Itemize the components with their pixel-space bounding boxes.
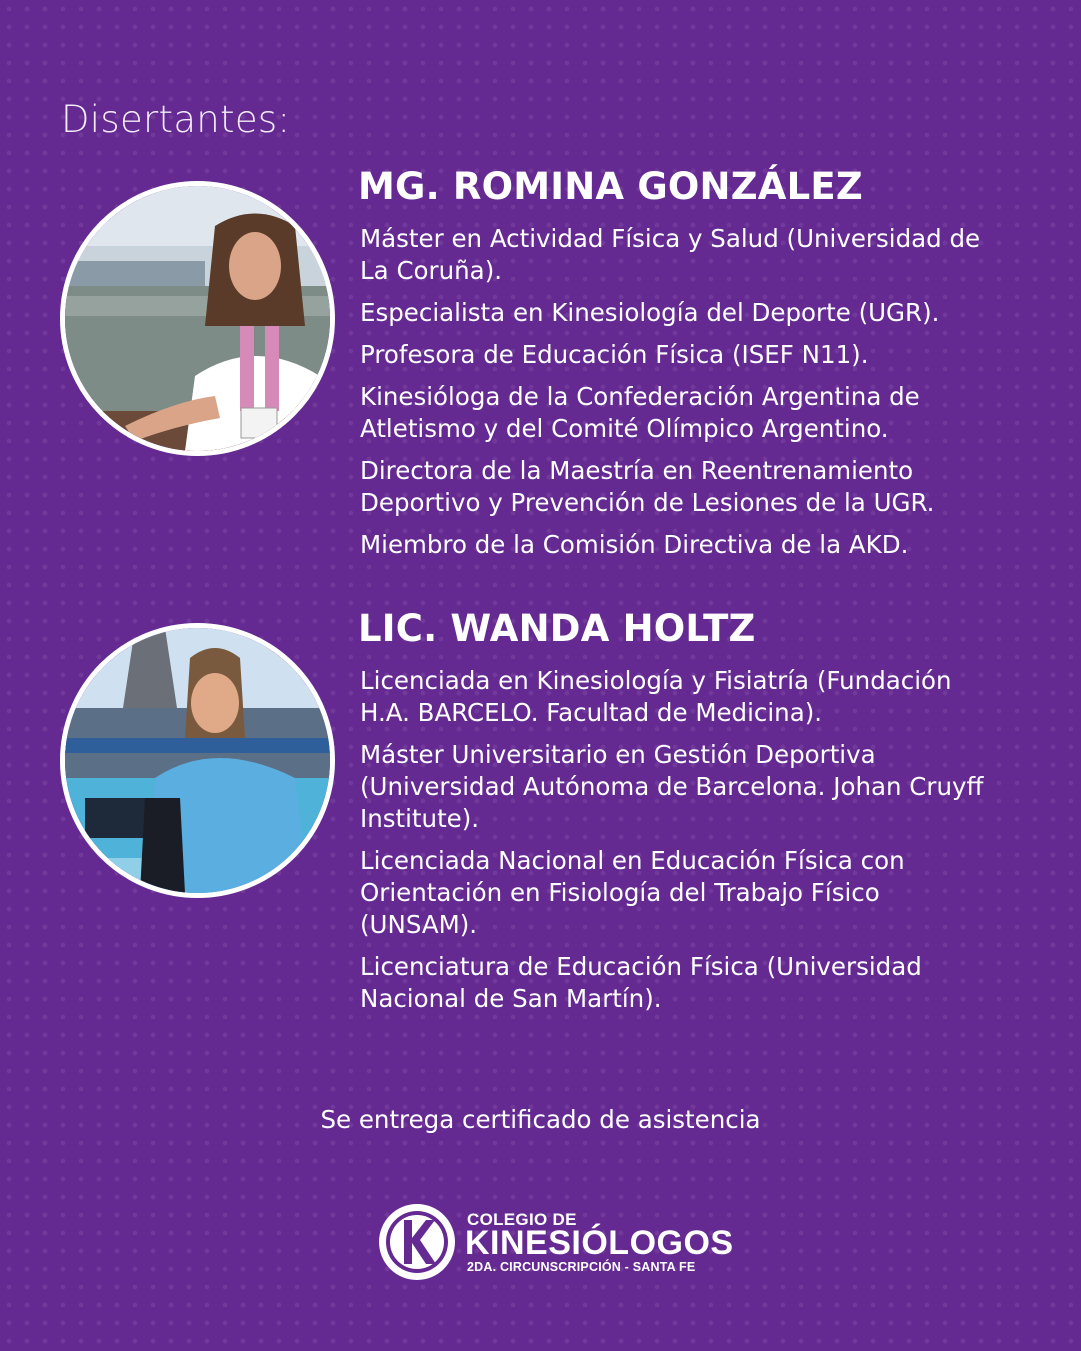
speaker-bio-gonzalez [360,223,1000,571]
speaker-name-gonzalez: MG. ROMINA GONZÁLEZ [358,165,863,208]
k-emblem-icon [377,1202,457,1282]
logo-text-top: COLEGIO DE [467,1210,577,1229]
logo-text-main: KINESIÓLOGOS [465,1224,734,1262]
speaker-photo-gonzalez [60,181,335,456]
logo-text-bottom: 2DA. CIRCUNSCRIPCIÓN - SANTA FE [467,1260,696,1274]
bio-item: Licenciatura de Educación Física (Universidad Nacional de San Martín). [360,952,922,1013]
speaker-photo-holtz [60,623,335,898]
bio-item: Profesora de Educación Física (ISEF N11). [360,340,869,369]
portrait-illustration [65,186,330,451]
bio-item: Máster Universitario en Gestión Deportiva (Universidad Autónoma de Barcelona. Johan Cruyff Institute). [360,740,984,833]
bio-item: Máster en Actividad Física y Salud (Universidad de La Coruña). [360,224,981,285]
speaker-name-holtz: LIC. WANDA HOLTZ [358,607,756,650]
bio-item: Especialista en Kinesiología del Deporte (UGR). [360,298,940,327]
bio-item: Miembro de la Comisión Directiva de la AKD. [360,530,909,559]
page-heading: Disertantes: [61,98,291,141]
speaker-bio-holtz [360,665,1000,1025]
bio-item: Licenciada Nacional en Educación Física con Orientación en Fisiología del Trabajo Físico (UNSAM). [360,846,905,939]
certificate-note: Se entrega certificado de asistencia [320,1105,761,1134]
bio-item: Licenciada en Kinesiología y Fisiatría (Fundación H.A. BARCELO. Facultad de Medicina). [360,666,952,727]
organization-logo [377,1202,734,1282]
portrait-illustration [65,628,330,893]
bio-item: Kinesióloga de la Confederación Argentina de Atletismo y del Comité Olímpico Argentino. [360,382,920,443]
bio-item: Directora de la Maestría en Reentrenamiento Deportivo y Prevención de Lesiones de la UGR. [360,456,935,517]
